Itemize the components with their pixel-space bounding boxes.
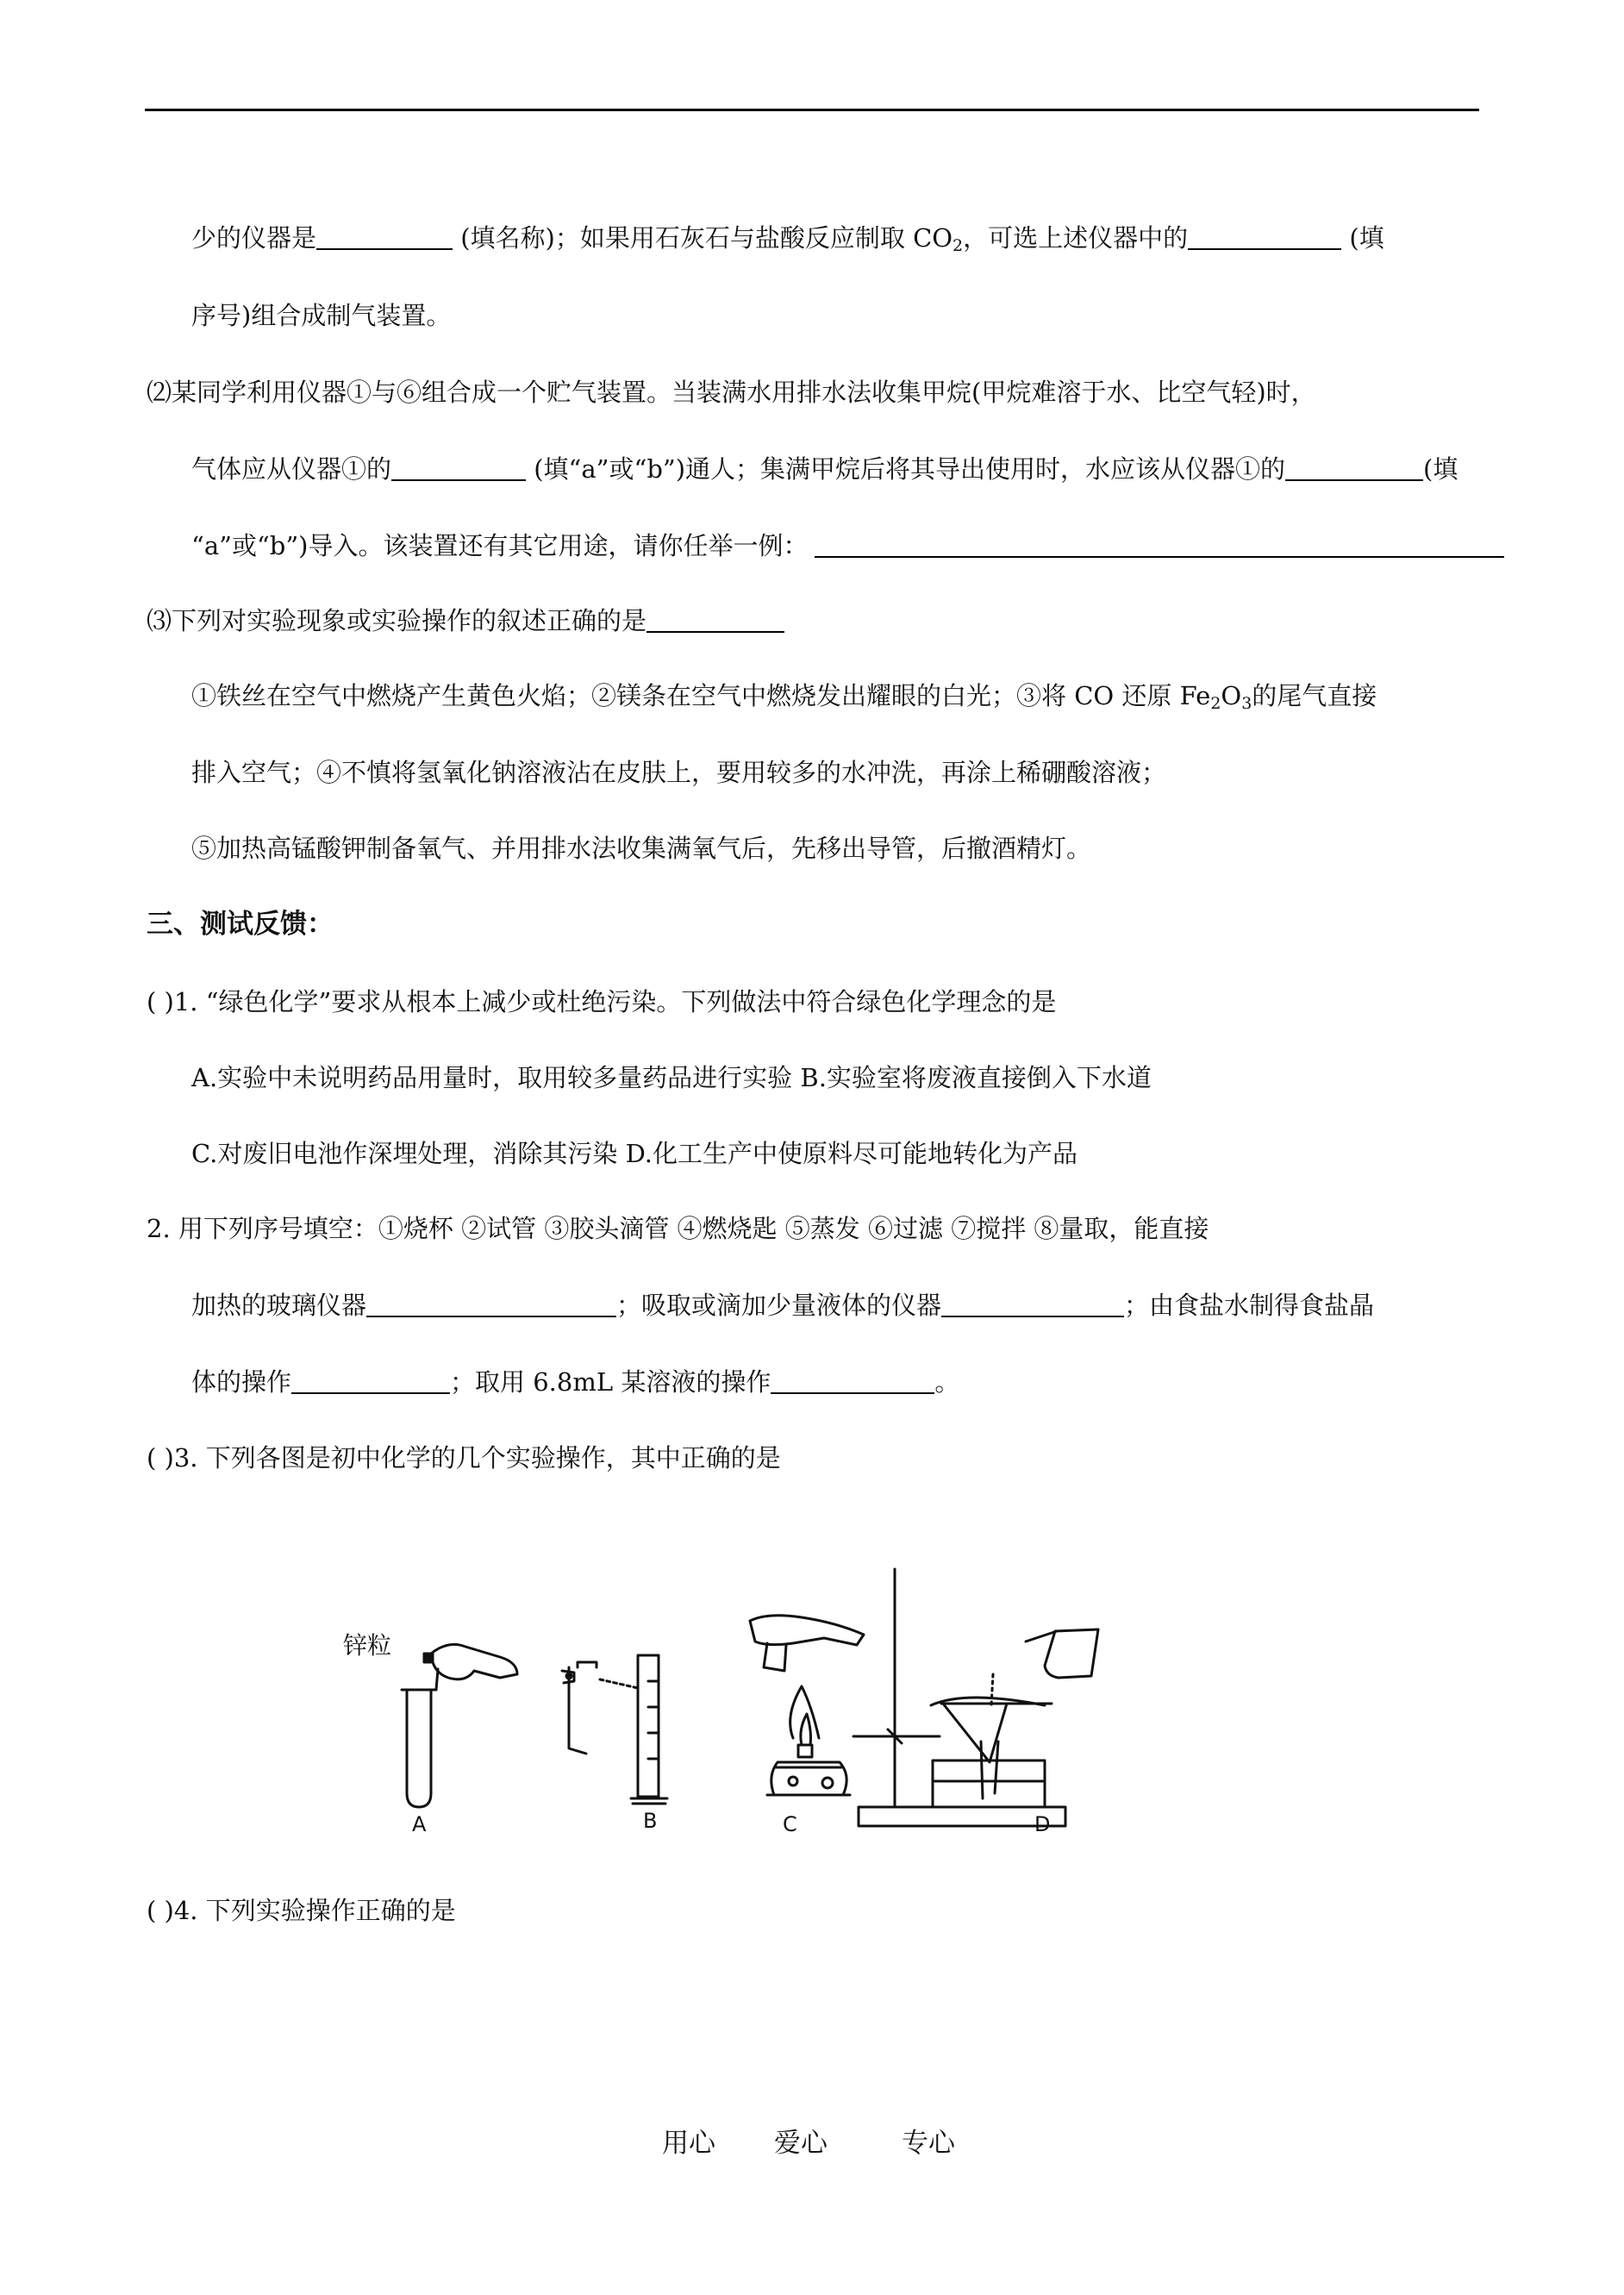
figure-label-d: D (1034, 1812, 1051, 1836)
figure-label-a: A (412, 1812, 427, 1836)
answer-blank[interactable] (646, 605, 784, 633)
answer-blank[interactable] (366, 1290, 616, 1317)
footer-word: 专心 (902, 2128, 955, 2159)
figure-label-c: C (783, 1812, 797, 1836)
text: (填名称)；如果用石灰石与盐酸反应制取 CO (460, 223, 953, 253)
text: 体的操作 (191, 1367, 292, 1397)
text: ；吸取或滴加少量液体的仪器 (616, 1291, 942, 1320)
answer-blank[interactable] (291, 1366, 450, 1394)
q1-options-cd: C.对废旧电池作深埋处理，消除其污染 D.化工生产中使原料尽可能地转化为产品 (191, 1139, 1078, 1168)
text: O (1221, 681, 1242, 710)
q2-part2-line1: ⑵某同学利用仪器①与⑥组合成一个贮气装置。当装满水用排水法收集甲烷(甲烷难溶于水、比空气轻)时， (147, 378, 1316, 407)
q2-part2-line2 (191, 452, 1458, 486)
zinc-label: 锌粒 (343, 1631, 392, 1660)
q2-part3-line4: ⑤加热高锰酸钾制备氧气、并用排水法收集满氧气后，先移出导管，后撤酒精灯。 (191, 834, 1092, 863)
subscript: 2 (953, 236, 964, 255)
figure-c-alcohol-lamp (750, 1616, 864, 1795)
header-rule (145, 109, 1479, 111)
figure-label-b: B (643, 1809, 658, 1833)
text: ；由食盐水制得食盐晶 (1124, 1291, 1375, 1320)
text: 加热的玻璃仪器 (191, 1291, 367, 1320)
text: (填 (1349, 223, 1384, 253)
subscript: 2 (1210, 694, 1221, 713)
q2-part2-line3 (191, 528, 1504, 563)
q2-part3-line3: 排入空气；④不慎将氢氧化钠溶液沾在皮肤上，要用较多的水冲洗，再涂上稀硼酸溶液； (191, 758, 1167, 787)
text: (填“a”或“b”)通人；集满甲烷后将其导出使用时，水应该从仪器①的 (534, 454, 1286, 484)
figure-a-test-tube (402, 1644, 517, 1807)
answer-blank[interactable] (316, 222, 453, 250)
answer-blank[interactable] (771, 1366, 934, 1394)
answer-blank[interactable] (941, 1290, 1124, 1317)
q3-figure (336, 1560, 1164, 1836)
q2-line2 (191, 1288, 1374, 1323)
answer-blank[interactable] (1285, 453, 1423, 481)
text: “a”或“b”)导入。该装置还有其它用途，请你任举一例： (191, 531, 809, 560)
subscript: 3 (1241, 694, 1252, 713)
q2-cont-line2: 序号)组合成制气装置。 (191, 301, 452, 330)
answer-blank[interactable] (1188, 222, 1341, 250)
text: ①铁丝在空气中燃烧产生黄色火焰；②镁条在空气中燃烧发出耀眼的白光；③将 CO 还原 Fe (191, 681, 1211, 710)
text: 的尾气直接 (1252, 681, 1377, 710)
q2-line1: 2. 用下列序号填空：①烧杯 ②试管 ③胶头滴管 ④燃烧匙 ⑤蒸发 ⑥过滤 ⑦搅拌 ⑧量取，能直接 (147, 1214, 1209, 1243)
q1-stem: ( )1. “绿色化学”要求从根本上减少或杜绝污染。下列做法中符合绿色化学理念的是 (147, 987, 1057, 1016)
q2-part3-line2 (191, 678, 1377, 713)
q3-stem: ( )3. 下列各图是初中化学的几个实验操作，其中正确的是 (147, 1443, 781, 1473)
figure-d-filtration (853, 1569, 1098, 1826)
q2-cont-line1 (191, 221, 1384, 255)
text: 。 (934, 1367, 960, 1397)
text: (填 (1423, 454, 1458, 484)
q4-stem: ( )4. 下列实验操作正确的是 (147, 1896, 456, 1925)
q1-options-ab: A.实验中未说明药品用量时，取用较多量药品进行实验 B.实验室将废液直接倒入下水道 (191, 1063, 1152, 1092)
text: ⑶下列对实验现象或实验操作的叙述正确的是 (147, 606, 647, 635)
text: ，可选上述仪器中的 (963, 223, 1189, 253)
footer-word: 爱心 (774, 2128, 828, 2159)
answer-blank[interactable] (391, 453, 526, 481)
q2-line3 (191, 1365, 959, 1399)
footer-word: 用心 (662, 2128, 715, 2159)
section-title: 三、测试反馈： (147, 909, 334, 940)
text: 气体应从仪器①的 (191, 454, 392, 484)
answer-blank[interactable] (815, 530, 1504, 558)
text: 少的仪器是 (191, 223, 317, 253)
q2-part3-line1 (147, 603, 784, 638)
text: ；取用 6.8mL 某溶液的操作 (450, 1367, 771, 1397)
figure-b-cylinder (562, 1655, 667, 1804)
